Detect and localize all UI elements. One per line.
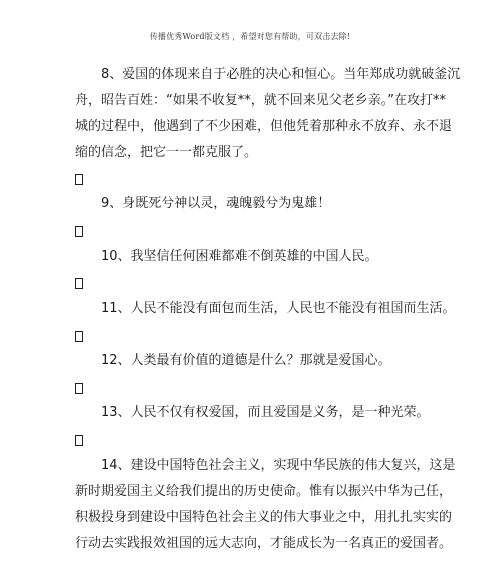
missing-glyph-box <box>75 226 83 237</box>
missing-glyph-box <box>75 331 83 342</box>
missing-glyph-box <box>75 278 83 289</box>
paragraph-line: 新时期爱国主义给我们提出的历史使命。惟有以振兴中华为己任， <box>75 484 453 499</box>
paragraph-line: 14、建设中国特色社会主义，实现中华民族的伟大复兴，这是 <box>101 458 456 473</box>
header-note: 传播优秀Word版文档 ，希望对您有帮助，可双击去除! <box>149 32 351 41</box>
paragraph-10 <box>75 244 427 270</box>
missing-glyph-box <box>75 174 83 185</box>
paragraph-line: 缩的信念，把它一一都克服了。 <box>75 145 258 160</box>
missing-glyph-box <box>75 383 83 394</box>
paragraph-line: 13、人民不仅有权爱国，而且爱国是义务，是一种光荣。 <box>101 405 430 420</box>
paragraph-8 <box>75 62 461 166</box>
paragraph-line: 12、人类最有价值的道德是什么？那就是爱国心。 <box>101 353 391 368</box>
missing-glyph-box <box>75 435 83 446</box>
paragraph-13 <box>75 400 430 426</box>
paragraph-line: 积极投身到建设中国特色社会主义的伟大事业之中，用扎扎实实的 <box>75 510 453 525</box>
paragraph-14 <box>75 453 456 557</box>
paragraph-line: 舟，昭告百姓：“如果不收复**，就不回来见父老乡亲。”在攻打** <box>75 93 446 108</box>
paragraph-line: 城的过程中，他遇到了不少困难，但他凭着那种永不放弃、永不退 <box>75 119 453 134</box>
paragraph-12 <box>75 348 427 374</box>
paragraph-line: 8、爱国的体现来自于必胜的决心和恒心。当年郑成功就破釜沉 <box>101 67 461 82</box>
paragraph-line: 行动去实践报效祖国的远大志向，才能成长为一名真正的爱国者。 <box>75 536 453 551</box>
paragraph-line: 10、我坚信任何困难都难不倒英雄的中国人民。 <box>101 249 378 264</box>
paragraph-9 <box>75 191 427 217</box>
paragraph-line: 9、身既死兮神以灵，魂魄毅兮为鬼雄！ <box>101 196 331 211</box>
paragraph-line: 11、人民不能没有面包而生活，人民也不能没有祖国而生活。 <box>101 301 456 316</box>
paragraph-11 <box>75 296 456 322</box>
